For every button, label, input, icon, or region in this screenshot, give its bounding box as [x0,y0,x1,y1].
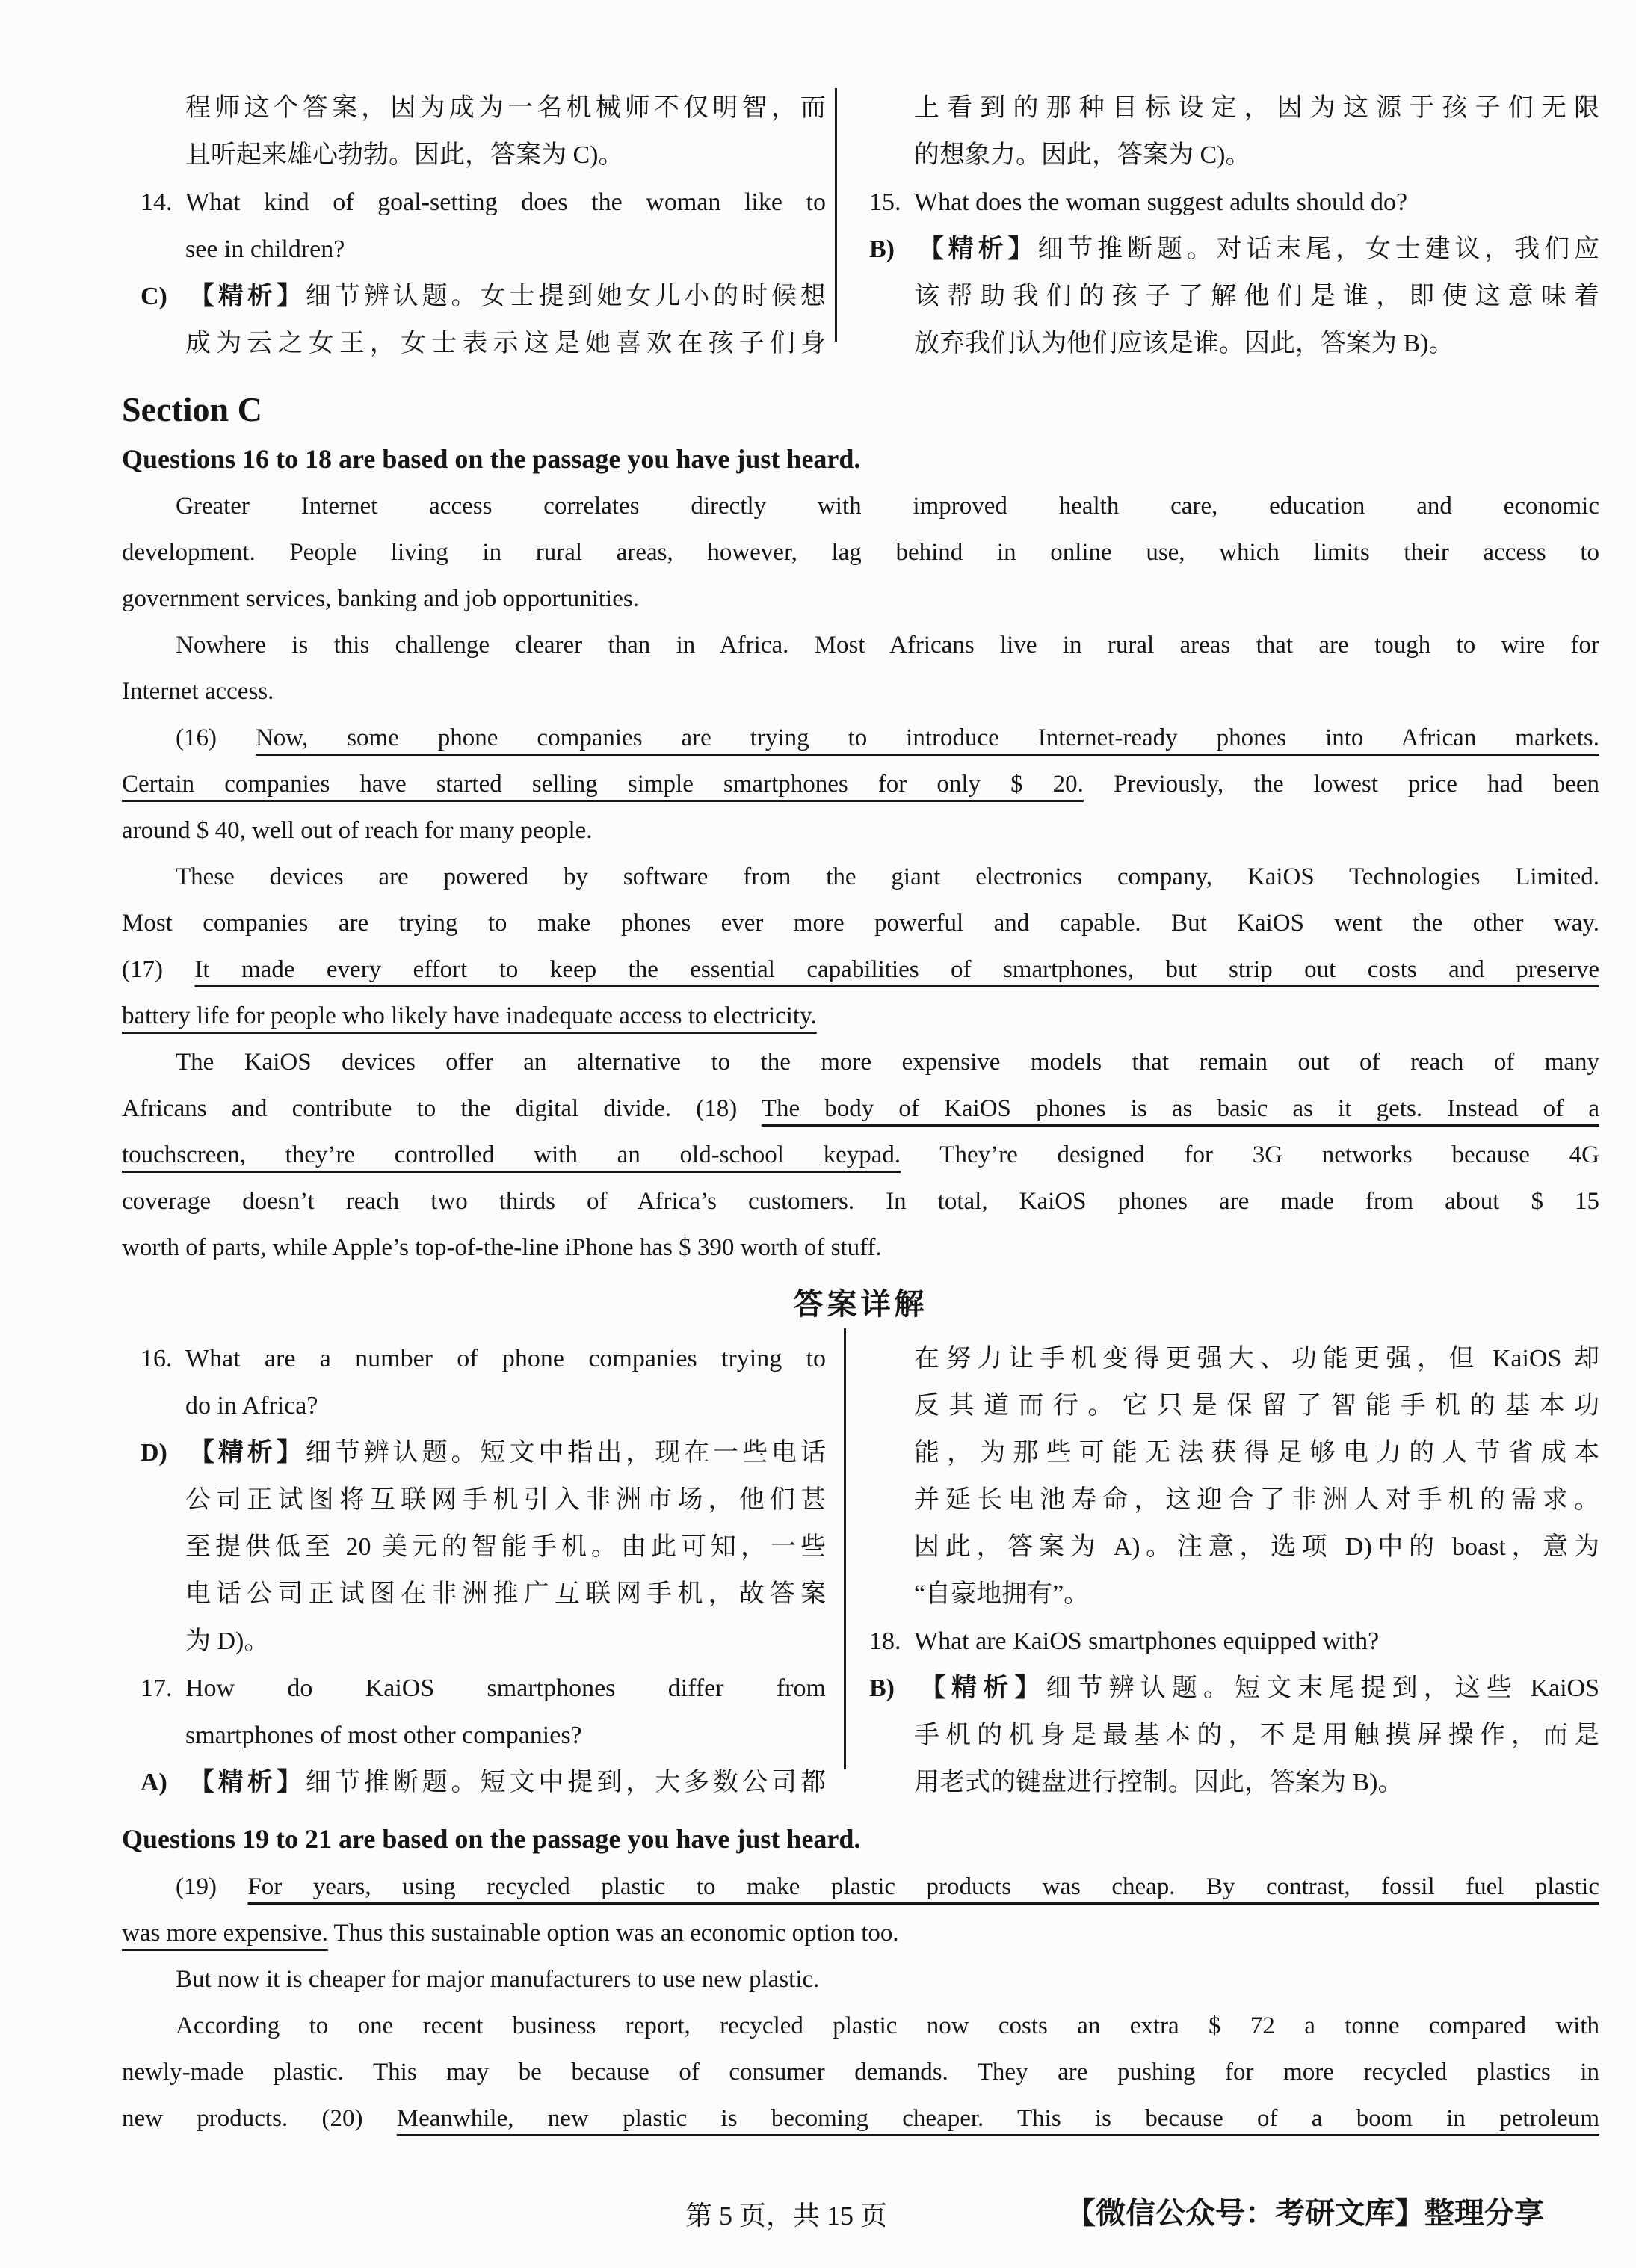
underlined-text: Meanwhile, new plastic is becoming cheaper. This is because of a boom in petroleum [396,2105,1599,2132]
answer-15-line: 该帮助我们的孩子了解他们是谁，即使这意味着 [914,283,1599,310]
question-17-line: smartphones of most other companies? [185,1722,582,1749]
passage-line [122,1910,1599,1956]
passage-line: These devices are powered by software from the giant electronics company, KaiOS Technologies Limited. [176,863,1599,890]
question-number: 16. [141,1345,173,1372]
question-17-line [141,1665,826,1712]
passage-line: But now it is cheaper for major manufacturers to use new plastic. [176,1966,820,1993]
passage-16-18 [122,483,1599,1271]
text-segment: Previously, the lowest price had been [1083,771,1599,798]
question-number: 18. [869,1627,901,1655]
analysis-tag: 【精析】 [185,1769,306,1796]
question-number: 17. [141,1674,173,1702]
passage-line: Internet access. [122,678,274,705]
carry-line: 程师这个答案，因为成为一名机械师不仅明智，而 [185,94,826,122]
answers-left-column [141,1335,826,1806]
question-number: 14. [141,188,173,216]
text-segment: (17) [122,956,195,983]
analysis-text: 细节辨认题。女士提到她女儿小的时候想 [305,283,827,310]
answer-18-line: 用老式的键盘进行控制。因此，答案为 B)。 [914,1769,1404,1796]
answer-14-line: 成为云之女王，女士表示这是她喜欢在孩子们身 [185,330,826,357]
carry-line: 在努力让手机变得更强大、功能更强，但 KaiOS 却 [914,1345,1599,1372]
question-16-line [141,1335,826,1382]
footer-brand: 【微信公众号：考研文库】整理分享 [1066,2196,1544,2230]
passage-line: According to one recent business report, recycled plastic now costs an extra $ 72 a tonne compared with [176,2012,1599,2039]
answer-15-line [869,226,1599,273]
text-segment: (19) [176,1873,248,1900]
underlined-text: It made every effort to keep the essential capabilities of smartphones, but strip out costs and preserve [194,956,1600,983]
underlined-text: The body of KaiOS phones is as basic as it gets. Instead of a [761,1095,1599,1122]
question-text: How do KaiOS smartphones differ from [185,1674,826,1702]
carry-line: 且听起来雄心勃勃。因此，答案为 C)。 [185,141,624,169]
passage-19-21 [122,1864,1599,2142]
option-label: D) [141,1439,167,1467]
answers-heading: 答案详解 [793,1287,928,1321]
passage-line: worth of parts, while Apple’s top-of-the-line iPhone has $ 390 worth of stuff. [122,1234,882,1261]
analysis-tag: 【精析】 [185,283,306,310]
passage-line: around $ 40, well out of reach for many people. [122,817,593,844]
passage-line [122,993,1599,1039]
answer-15-line: 放弃我们认为他们应该是谁。因此，答案为 B)。 [914,330,1454,357]
passage-line: coverage doesn’t reach two thirds of Africa’s customers. In total, KaiOS phones are made from about $ 15 [122,1188,1599,1215]
passage-line [122,2095,1599,2142]
questions-16-18-intro: Questions 16 to 18 are based on the passage you have just heard. [122,444,861,474]
passage-line [122,1132,1599,1178]
analysis-tag: 【精析】 [914,1674,1046,1702]
option-label: A) [141,1769,167,1796]
answer-16-line: 至提供低至 20 美元的智能手机。由此可知，一些 [185,1533,826,1561]
analysis-tag: 【精析】 [914,235,1038,263]
questions-19-21-intro: Questions 19 to 21 are based on the passage you have just heard. [122,1824,861,1854]
section-c-heading: Section C [122,390,262,428]
passage-line: newly-made plastic. This may be because of consumer demands. They are pushing for more recycled plastics in [122,2059,1599,2086]
answer-17-line [141,1759,826,1806]
underlined-text: Now, some phone companies are trying to introduce Internet-ready phones into African markets. [255,724,1599,751]
underlined-text: For years, using recycled plastic to make plastic products was cheap. By contrast, fossil fuel plastic [247,1873,1599,1900]
text-segment: new products. (20) [122,2105,397,2132]
question-number: 15. [869,188,901,216]
carry-line: 的想象力。因此，答案为 C)。 [914,141,1251,169]
passage-line: The KaiOS devices offer an alternative to the more expensive models that remain out of reach of many [176,1049,1599,1076]
passage-line [122,715,1599,761]
analysis-text: 细节辨认题。短文中指出，现在一些电话 [305,1439,827,1467]
underlined-text: Certain companies have started selling simple smartphones for only $ 20. [122,771,1084,798]
passage-line: Greater Internet access correlates directly with improved health care, education and economic [176,493,1599,520]
question-18-line [869,1618,1599,1665]
answer-16-line: 公司正试图将互联网手机引入非洲市场，他们甚 [185,1486,826,1514]
passage-line [122,761,1599,807]
page-number: 第 5 页，共 15 页 [685,2201,888,2231]
passage-line: Most companies are trying to make phones ever more powerful and capable. But KaiOS went the other way. [122,910,1599,937]
top-left-column [141,84,826,367]
carry-line: 反其道而行。它只是保留了智能手机的基本功 [914,1392,1599,1420]
answer-18-line [869,1665,1599,1712]
answer-14-line [141,273,826,320]
column-divider [835,88,837,342]
carry-line: 能，为那些可能无法获得足够电力的人节省成本 [914,1439,1599,1467]
answer-16-line: 为 D)。 [185,1627,270,1655]
question-14-line [141,179,826,226]
analysis-tag: 【精析】 [185,1439,306,1467]
question-text: What kind of goal-setting does the woman like to [185,188,826,216]
question-15-line [869,179,1599,226]
question-text: What are a number of phone companies trying to [185,1345,826,1372]
text-segment: (16) [176,724,256,751]
passage-line: government services, banking and job opportunities. [122,585,639,612]
carry-line: “自豪地拥有”。 [914,1580,1090,1608]
underlined-text: touchscreen, they’re controlled with an old-school keypad. [122,1141,901,1168]
answer-18-line: 手机的机身是最基本的，不是用触摸屏操作，而是 [914,1722,1599,1749]
text-segment: They’re designed for 3G networks because 4G [901,1141,1599,1168]
passage-line [122,1085,1599,1132]
analysis-text: 细节推断题。对话末尾，女士建议，我们应 [1037,235,1600,263]
underlined-text: was more expensive. [122,1920,328,1947]
passage-line: development. People living in rural areas, however, lag behind in online use, which limits their access to [122,539,1599,566]
option-label: C) [141,283,167,310]
question-text: What does the woman suggest adults should do? [914,188,1408,216]
text-segment: Africans and contribute to the digital divide. (18) [122,1095,762,1122]
carry-line: 上看到的那种目标设定，因为这源于孩子们无限 [914,94,1599,122]
top-right-column [869,84,1599,367]
analysis-text: 细节推断题。短文中提到，大多数公司都 [305,1769,827,1796]
column-divider [844,1328,846,1769]
underlined-text: battery life for people who likely have inadequate access to electricity. [122,1002,817,1029]
question-14-line: see in children? [185,235,345,263]
answers-right-column [869,1335,1599,1806]
option-label: B) [869,235,895,263]
answer-16-line: 电话公司正试图在非洲推广互联网手机，故答案 [185,1580,826,1608]
option-label: B) [869,1674,895,1702]
carry-line: 并延长电池寿命，这迎合了非洲人对手机的需求。 [914,1486,1599,1514]
answer-16-line [141,1429,826,1476]
question-16-line: do in Africa? [185,1392,318,1420]
analysis-text: 细节辨认题。短文末尾提到，这些 KaiOS [1046,1674,1599,1702]
text-segment: Thus this sustainable option was an economic option too. [327,1920,899,1947]
passage-line [122,946,1599,993]
carry-line: 因此，答案为 A)。注意，选项 D)中的 boast，意为 [914,1533,1599,1561]
passage-line: Nowhere is this challenge clearer than in Africa. Most Africans live in rural areas that are tough to wire for [176,632,1599,659]
passage-line [122,1864,1599,1910]
question-text: What are KaiOS smartphones equipped with? [914,1627,1380,1655]
